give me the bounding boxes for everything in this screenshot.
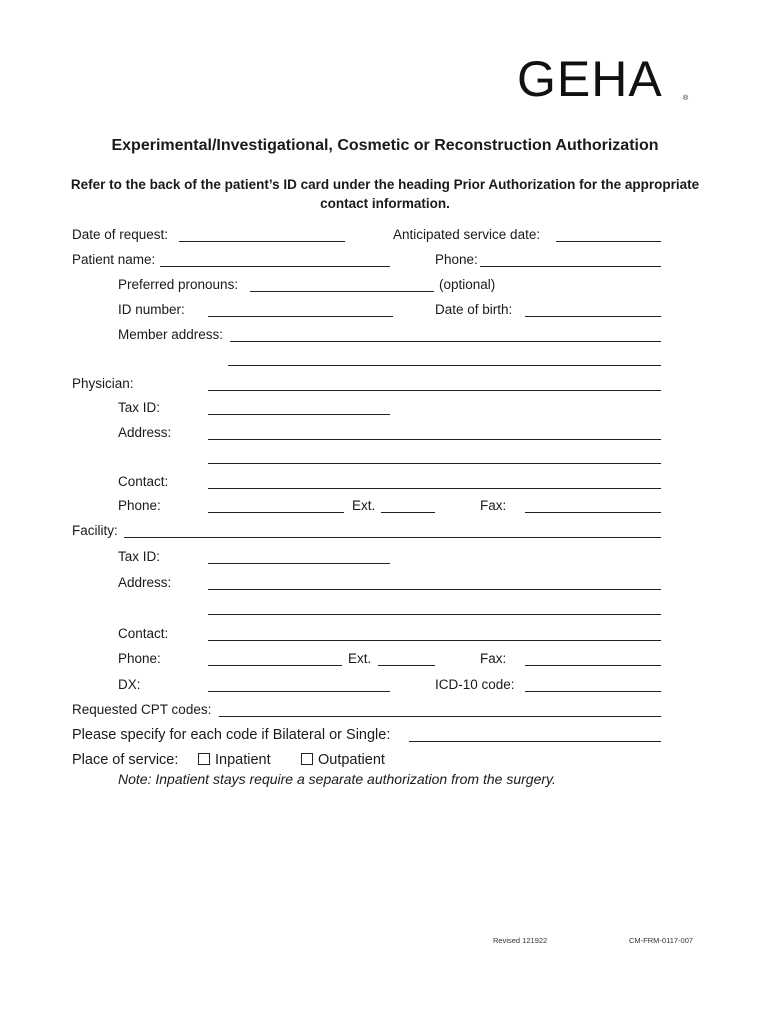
facility-address-field-2[interactable] (208, 614, 661, 615)
id-number-label: ID number: (118, 302, 185, 317)
bilateral-or-single-label: Please specify for each code if Bilateral or Single: (72, 727, 391, 743)
icd10-code-label: ICD-10 code: (435, 677, 515, 692)
place-of-service-label: Place of service: (72, 752, 179, 768)
facility-fax-label: Fax: (480, 651, 507, 666)
date-of-request-field[interactable] (179, 241, 345, 242)
anticipated-service-date-field[interactable] (556, 241, 661, 242)
outpatient-checkbox[interactable] (301, 753, 313, 765)
patient-phone-label: Phone: (435, 252, 478, 267)
member-address-label: Member address: (118, 327, 224, 342)
preferred-pronouns-field[interactable] (250, 291, 434, 292)
date-of-birth-label: Date of birth: (435, 302, 513, 317)
physician-label: Physician: (72, 376, 134, 391)
facility-address-field-1[interactable] (208, 589, 661, 590)
dx-field[interactable] (208, 691, 390, 692)
physician-fax-field[interactable] (525, 512, 661, 513)
form-title: Experimental/Investigational, Cosmetic or Reconstruction Authorization (111, 137, 659, 154)
member-address-field-1[interactable] (230, 341, 661, 342)
inpatient-label: Inpatient (215, 752, 271, 768)
facility-contact-field[interactable] (208, 640, 661, 641)
patient-name-field[interactable] (160, 266, 390, 267)
physician-phone-field[interactable] (208, 512, 344, 513)
inpatient-note: Note: Inpatient stays require a separate authorization from the surgery. (118, 771, 556, 787)
facility-fax-field[interactable] (525, 665, 661, 666)
facility-ext-label: Ext. (348, 651, 372, 666)
facility-tax-id-label: Tax ID: (118, 549, 161, 564)
physician-fax-label: Fax: (480, 498, 507, 513)
physician-phone-label: Phone: (118, 498, 161, 513)
physician-contact-field[interactable] (208, 488, 661, 489)
dx-label: DX: (118, 677, 141, 692)
physician-address-field-2[interactable] (208, 463, 661, 464)
facility-field[interactable] (124, 537, 661, 538)
date-of-request-label: Date of request: (72, 227, 169, 242)
optional-label: (optional) (439, 277, 496, 292)
icd10-code-field[interactable] (525, 691, 661, 692)
physician-ext-field[interactable] (381, 512, 435, 513)
geha-logo: GEHA (517, 51, 663, 107)
inpatient-checkbox[interactable] (198, 753, 210, 765)
preferred-pronouns-label: Preferred pronouns: (118, 277, 239, 292)
bilateral-or-single-field[interactable] (409, 741, 661, 742)
date-of-birth-field[interactable] (525, 316, 661, 317)
requested-cpt-codes-field[interactable] (219, 716, 661, 717)
outpatient-option[interactable] (301, 752, 385, 768)
patient-phone-field[interactable] (480, 266, 661, 267)
facility-contact-label: Contact: (118, 626, 169, 641)
physician-field[interactable] (208, 390, 661, 391)
registered-mark: ® (683, 95, 689, 102)
facility-ext-field[interactable] (378, 665, 435, 666)
revised-date: Revised 121922 (493, 936, 548, 945)
form-code: CM-FRM-0117-007 (629, 936, 694, 945)
outpatient-label: Outpatient (318, 752, 385, 768)
physician-tax-id-field[interactable] (208, 414, 390, 415)
requested-cpt-codes-label: Requested CPT codes: (72, 702, 212, 717)
physician-ext-label: Ext. (352, 498, 376, 513)
facility-phone-field[interactable] (208, 665, 342, 666)
facility-phone-label: Phone: (118, 651, 161, 666)
inpatient-option[interactable] (198, 752, 271, 768)
anticipated-service-date-label: Anticipated service date: (393, 227, 541, 242)
facility-label: Facility: (72, 523, 118, 538)
facility-address-label: Address: (118, 575, 172, 590)
physician-address-field-1[interactable] (208, 439, 661, 440)
facility-tax-id-field[interactable] (208, 563, 390, 564)
form-subtitle: Refer to the back of the patient’s ID card under the heading Prior Authorization for the appropriate contact information. (70, 177, 700, 211)
physician-tax-id-label: Tax ID: (118, 400, 161, 415)
patient-name-label: Patient name: (72, 252, 156, 267)
physician-address-label: Address: (118, 425, 172, 440)
physician-contact-label: Contact: (118, 474, 169, 489)
id-number-field[interactable] (208, 316, 393, 317)
member-address-field-2[interactable] (228, 365, 661, 366)
